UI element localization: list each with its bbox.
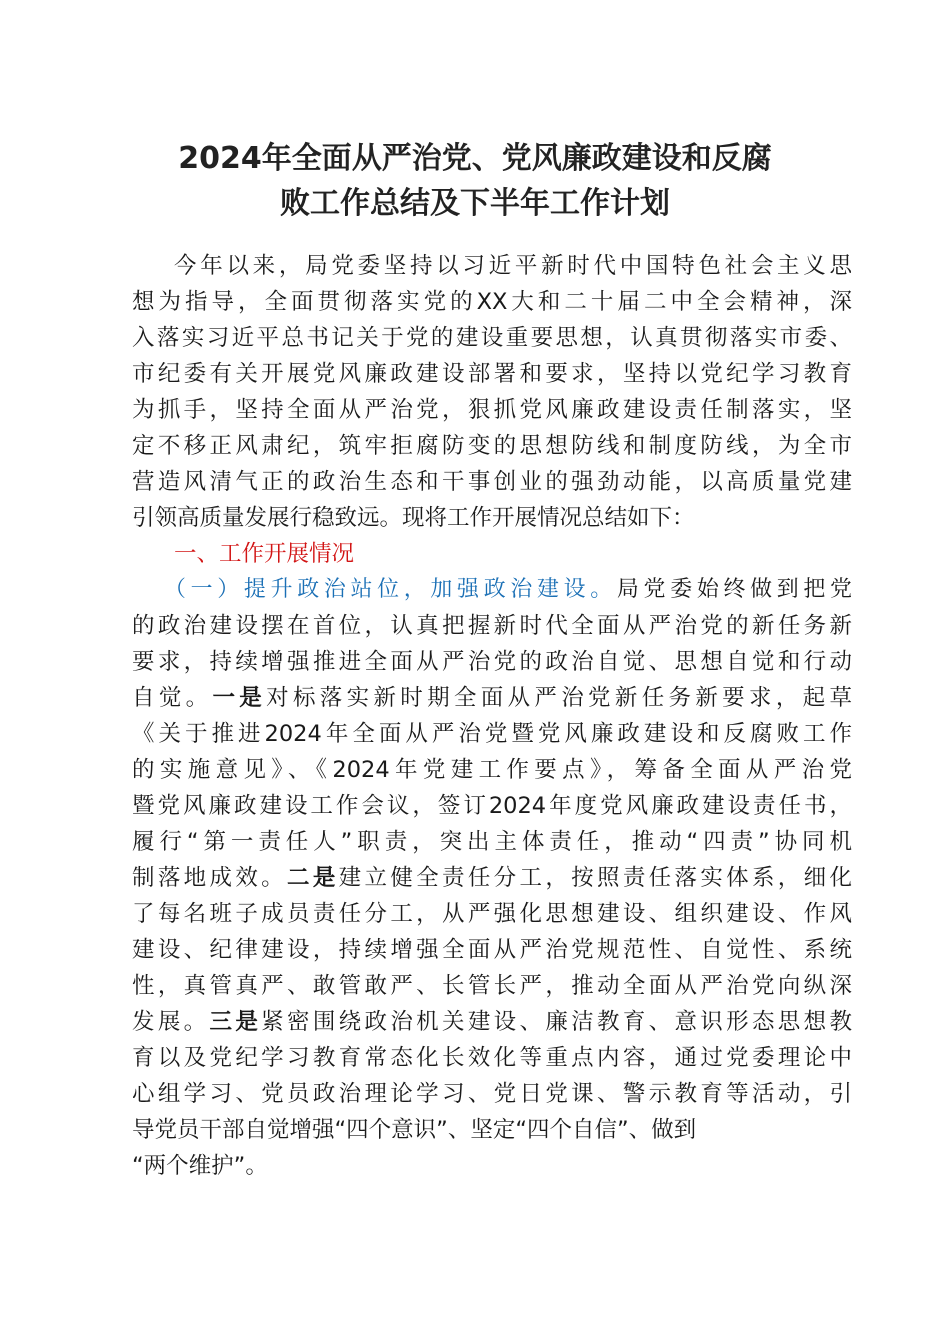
line-rest: 对标落实新时期全面从严治党新任务新要求，起草 <box>266 685 852 711</box>
body-line: 履行“第一责任人”职责，突出主体责任，推动“四责”协同机 <box>132 829 852 855</box>
subsection-heading: （一）提升政治站位，加强政治建设。 <box>164 577 617 602</box>
line-prefix: 发展。 <box>132 1009 210 1035</box>
marker-one: 一是 <box>212 685 267 711</box>
line-prefix: 制落地成效。 <box>132 865 287 891</box>
body-line: “两个维护”。 <box>132 1153 268 1179</box>
subsection-first-line <box>132 572 852 608</box>
intro-line: 为抓手，坚持全面从严治党，狠抓党风廉政建设责任制落实，坚 <box>132 397 852 423</box>
body-line: 心组学习、党员政治理论学习、党日党课、警示教育等活动，引 <box>132 1081 852 1107</box>
intro-paragraph <box>132 248 852 536</box>
line-rest: 建立健全责任分工，按照责任落实体系，细化 <box>338 865 852 891</box>
intro-line: 入落实习近平总书记关于党的建设重要思想，认真贯彻落实市委、 <box>132 325 852 351</box>
intro-line: 引领高质量发展行稳致远。现将工作开展情况总结如下： <box>132 505 695 531</box>
body-line-marker-two <box>132 860 852 896</box>
title-line-2: 败工作总结及下半年工作计划 <box>280 186 670 221</box>
title-line-1: 2024年全面从严治党、党风廉政建设和反腐 <box>178 141 772 176</box>
body-line: 导党员干部自觉增强“四个意识”、坚定“四个自信”、做到 <box>132 1117 697 1143</box>
body-line: 《关于推进2024年全面从严治党暨党风廉政建设和反腐败工作 <box>132 721 852 747</box>
intro-line: 营造风清气正的政治生态和干事创业的强劲动能，以高质量党建 <box>132 469 852 495</box>
line-rest: 紧密围绕政治机关建设、廉洁教育、意识形态思想教 <box>261 1009 852 1035</box>
body-line: 的实施意见》、《2024年党建工作要点》，筹备全面从严治党 <box>132 757 852 783</box>
intro-line: 想为指导，全面贯彻落实党的XX大和二十届二中全会精神，深 <box>132 289 852 315</box>
intro-line: 今年以来，局党委坚持以习近平新时代中国特色社会主义思 <box>174 253 852 279</box>
subsection-first-line-rest: 局党委始终做到把党 <box>616 577 852 602</box>
body-line-marker-three <box>132 1004 852 1040</box>
section-heading: 一、工作开展情况 <box>174 541 355 567</box>
document-body <box>132 248 852 1184</box>
line-prefix: 自觉。 <box>132 685 213 711</box>
intro-line: 定不移正风肃纪，筑牢拒腐防变的思想防线和制度防线，为全市 <box>132 433 852 459</box>
body-line: 性，真管真严、敢管敢严、长管长严，推动全面从严治党向纵深 <box>132 973 852 999</box>
document-title <box>120 136 830 226</box>
intro-line: 市纪委有关开展党风廉政建设部署和要求，坚持以党纪学习教育 <box>132 361 852 387</box>
body-line: 建设、纪律建设，持续增强全面从严治党规范性、自觉性、系统 <box>132 937 852 963</box>
body-line: 要求，持续增强推进全面从严治党的政治自觉、思想自觉和行动 <box>132 649 852 675</box>
body-line-marker-one <box>132 680 852 716</box>
body-line: 暨党风廉政建设工作会议，签订2024年度党风廉政建设责任书， <box>132 793 852 819</box>
marker-three: 三是 <box>209 1009 262 1035</box>
body-line: 育以及党纪学习教育常态化长效化等重点内容，通过党委理论中 <box>132 1045 852 1071</box>
subsection-paragraph <box>132 572 852 1184</box>
body-line: 的政治建设摆在首位，认真把握新时代全面从严治党的新任务新 <box>132 613 852 639</box>
body-line: 了每名班子成员责任分工，从严强化思想建设、组织建设、作风 <box>132 901 852 927</box>
marker-two: 二是 <box>287 865 339 891</box>
